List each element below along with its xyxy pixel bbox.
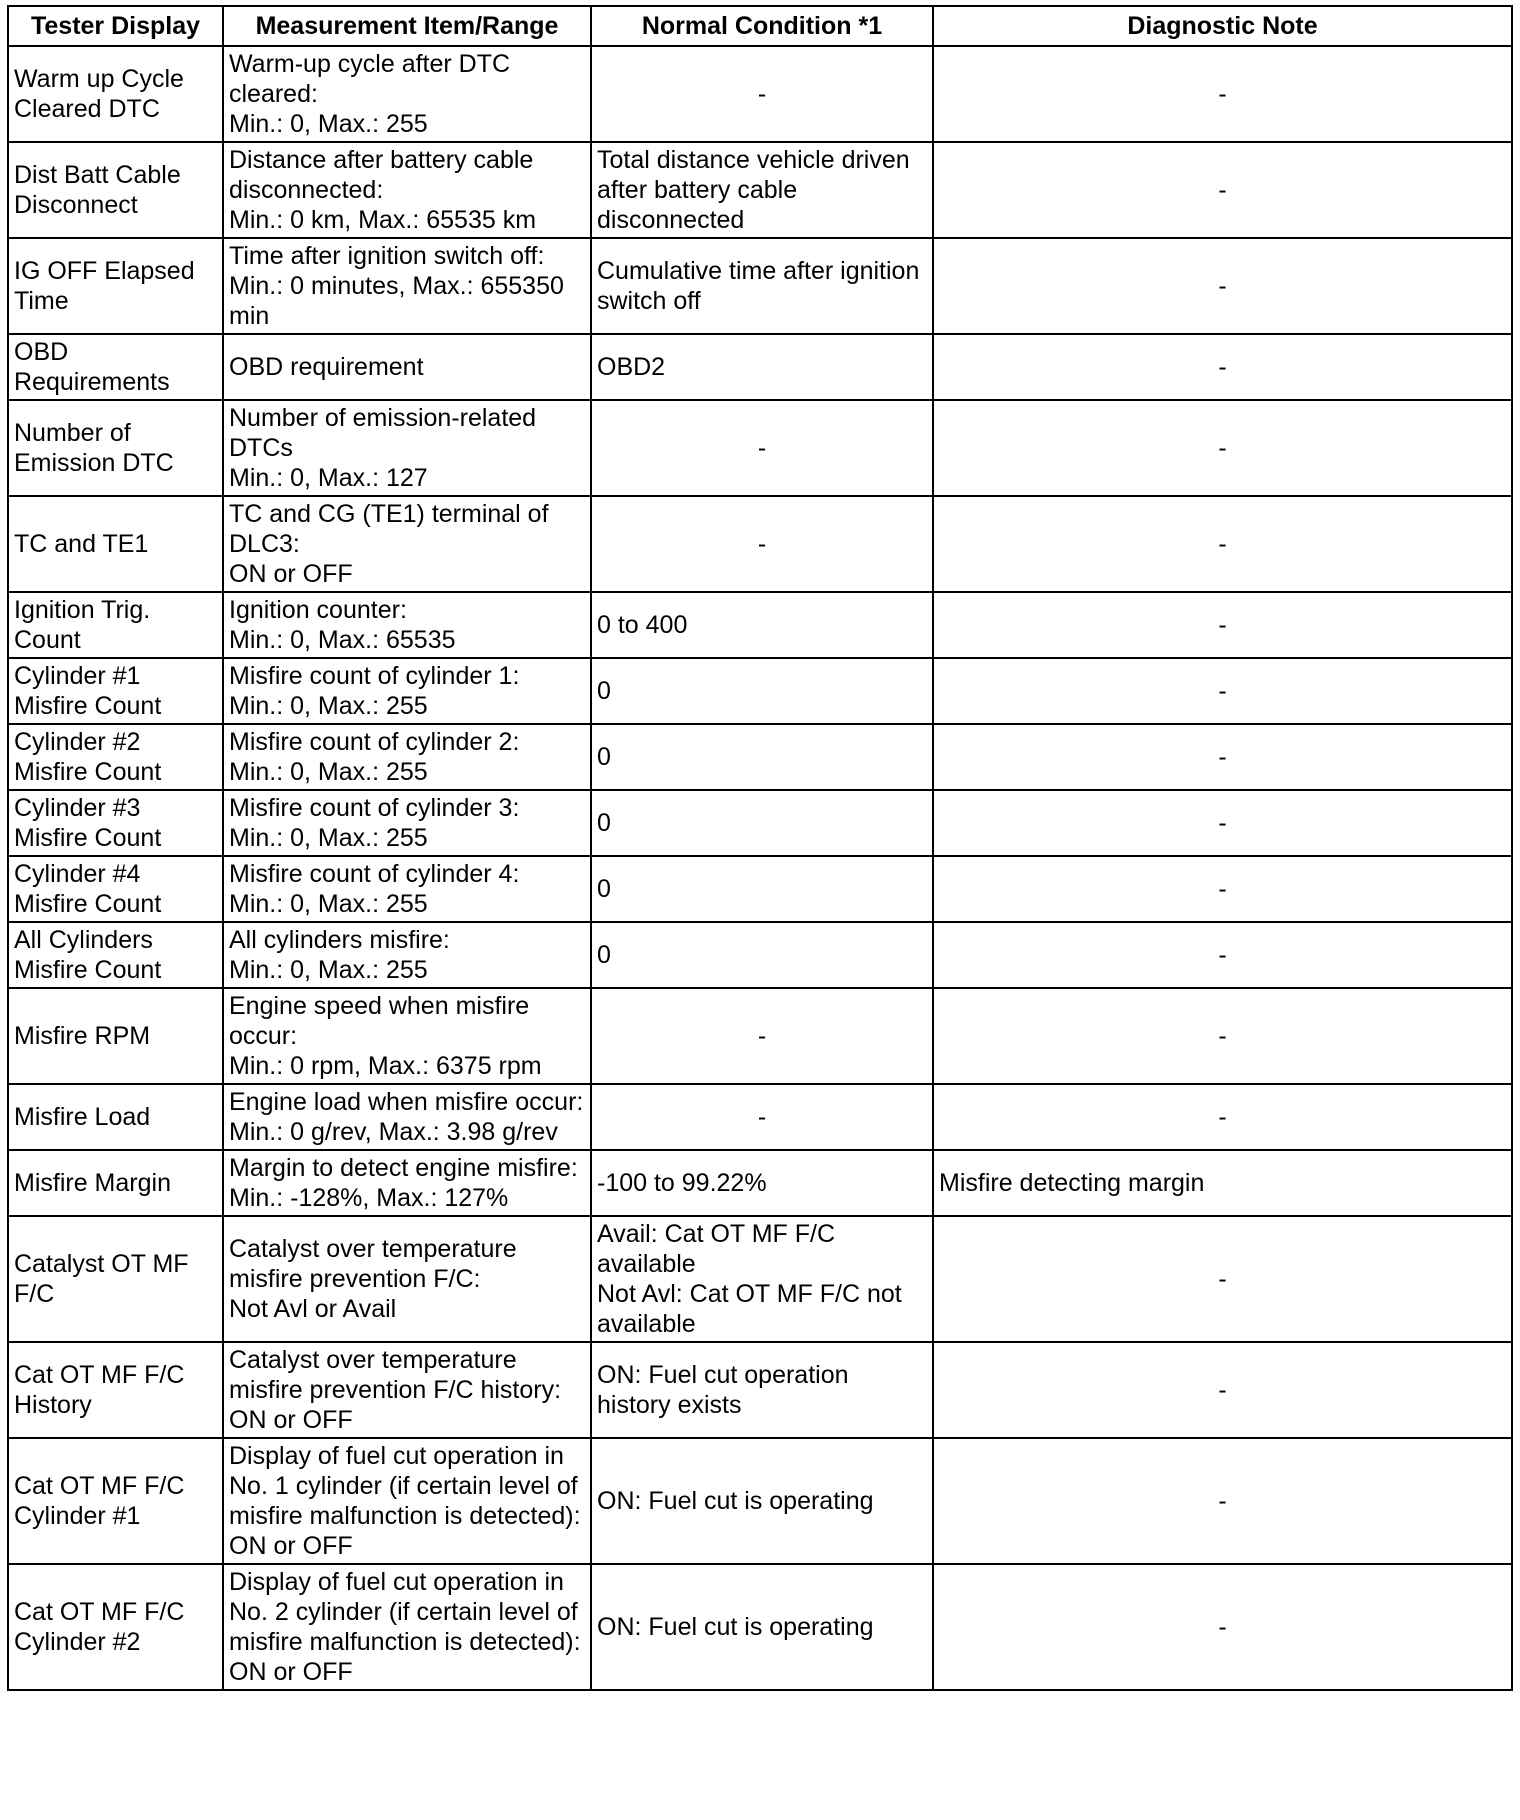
cell-normal-condition: 0 [591, 790, 933, 856]
cell-measurement-item: Ignition counter: Min.: 0, Max.: 65535 [223, 592, 591, 658]
cell-diagnostic-note: - [933, 592, 1512, 658]
cell-normal-condition: 0 [591, 658, 933, 724]
cell-measurement-item: Misfire count of cylinder 4: Min.: 0, Max.: 255 [223, 856, 591, 922]
cell-diagnostic-note: - [933, 46, 1512, 142]
cell-diagnostic-note: - [933, 400, 1512, 496]
cell-tester-display: Cat OT MF F/C History [8, 1342, 223, 1438]
cell-normal-condition: 0 to 400 [591, 592, 933, 658]
cell-tester-display: All Cylinders Misfire Count [8, 922, 223, 988]
cell-normal-condition: ON: Fuel cut operation history exists [591, 1342, 933, 1438]
table-body [8, 46, 1512, 1690]
table-row [8, 46, 1512, 142]
table-row [8, 856, 1512, 922]
cell-measurement-item: Warm-up cycle after DTC cleared: Min.: 0, Max.: 255 [223, 46, 591, 142]
cell-diagnostic-note: - [933, 922, 1512, 988]
cell-tester-display: IG OFF Elapsed Time [8, 238, 223, 334]
cell-measurement-item: All cylinders misfire: Min.: 0, Max.: 255 [223, 922, 591, 988]
cell-tester-display: Cylinder #3 Misfire Count [8, 790, 223, 856]
cell-diagnostic-note: - [933, 238, 1512, 334]
cell-diagnostic-note: - [933, 658, 1512, 724]
cell-normal-condition: - [591, 496, 933, 592]
table-row [8, 1150, 1512, 1216]
data-list-table [7, 5, 1513, 1691]
table-header [8, 6, 1512, 46]
cell-normal-condition: OBD2 [591, 334, 933, 400]
cell-diagnostic-note: - [933, 1564, 1512, 1690]
cell-measurement-item: Misfire count of cylinder 3: Min.: 0, Max.: 255 [223, 790, 591, 856]
cell-measurement-item: Engine load when misfire occur: Min.: 0 g/rev, Max.: 3.98 g/rev [223, 1084, 591, 1150]
cell-tester-display: Cylinder #2 Misfire Count [8, 724, 223, 790]
cell-diagnostic-note: - [933, 496, 1512, 592]
cell-measurement-item: Display of fuel cut operation in No. 1 cylinder (if certain level of misfire malfunction is detected): ON or OFF [223, 1438, 591, 1564]
table-row [8, 790, 1512, 856]
cell-measurement-item: Margin to detect engine misfire: Min.: -128%, Max.: 127% [223, 1150, 591, 1216]
cell-measurement-item: Catalyst over temperature misfire prevention F/C: Not Avl or Avail [223, 1216, 591, 1342]
table-row [8, 1564, 1512, 1690]
cell-diagnostic-note: - [933, 988, 1512, 1084]
cell-tester-display: Warm up Cycle Cleared DTC [8, 46, 223, 142]
cell-diagnostic-note: - [933, 1216, 1512, 1342]
cell-measurement-item: Catalyst over temperature misfire prevention F/C history: ON or OFF [223, 1342, 591, 1438]
cell-tester-display: Ignition Trig. Count [8, 592, 223, 658]
table-row [8, 334, 1512, 400]
cell-tester-display: TC and TE1 [8, 496, 223, 592]
table-row [8, 1342, 1512, 1438]
cell-normal-condition: -100 to 99.22% [591, 1150, 933, 1216]
cell-measurement-item: Time after ignition switch off: Min.: 0 minutes, Max.: 655350 min [223, 238, 591, 334]
cell-tester-display: Cylinder #4 Misfire Count [8, 856, 223, 922]
cell-normal-condition: - [591, 400, 933, 496]
header-measurement-item: Measurement Item/Range [223, 6, 591, 46]
header-diagnostic-note: Diagnostic Note [933, 6, 1512, 46]
table-row [8, 1216, 1512, 1342]
cell-normal-condition: - [591, 988, 933, 1084]
header-normal-condition: Normal Condition *1 [591, 6, 933, 46]
cell-normal-condition: - [591, 46, 933, 142]
cell-measurement-item: Misfire count of cylinder 2: Min.: 0, Max.: 255 [223, 724, 591, 790]
cell-normal-condition: 0 [591, 724, 933, 790]
cell-diagnostic-note: - [933, 724, 1512, 790]
table-row [8, 142, 1512, 238]
cell-measurement-item: TC and CG (TE1) terminal of DLC3: ON or OFF [223, 496, 591, 592]
cell-normal-condition: ON: Fuel cut is operating [591, 1438, 933, 1564]
table-row [8, 658, 1512, 724]
cell-normal-condition: ON: Fuel cut is operating [591, 1564, 933, 1690]
cell-diagnostic-note: - [933, 142, 1512, 238]
cell-measurement-item: Misfire count of cylinder 1: Min.: 0, Max.: 255 [223, 658, 591, 724]
table-row [8, 1438, 1512, 1564]
table-row [8, 400, 1512, 496]
cell-diagnostic-note: - [933, 790, 1512, 856]
cell-normal-condition: 0 [591, 856, 933, 922]
cell-diagnostic-note: - [933, 1342, 1512, 1438]
cell-normal-condition: Avail: Cat OT MF F/C available Not Avl: Cat OT MF F/C not available [591, 1216, 933, 1342]
cell-diagnostic-note: - [933, 334, 1512, 400]
cell-normal-condition: - [591, 1084, 933, 1150]
table-row [8, 592, 1512, 658]
cell-tester-display: Misfire Load [8, 1084, 223, 1150]
table-row [8, 922, 1512, 988]
table-row [8, 238, 1512, 334]
cell-diagnostic-note: - [933, 1084, 1512, 1150]
cell-normal-condition: Cumulative time after ignition switch off [591, 238, 933, 334]
table-row [8, 988, 1512, 1084]
table-row [8, 724, 1512, 790]
cell-diagnostic-note: - [933, 856, 1512, 922]
cell-measurement-item: Display of fuel cut operation in No. 2 cylinder (if certain level of misfire malfunction is detected): ON or OFF [223, 1564, 591, 1690]
cell-measurement-item: Number of emission-related DTCs Min.: 0, Max.: 127 [223, 400, 591, 496]
cell-tester-display: Misfire RPM [8, 988, 223, 1084]
cell-tester-display: Cat OT MF F/C Cylinder #2 [8, 1564, 223, 1690]
cell-tester-display: Cat OT MF F/C Cylinder #1 [8, 1438, 223, 1564]
cell-tester-display: Catalyst OT MF F/C [8, 1216, 223, 1342]
cell-tester-display: Misfire Margin [8, 1150, 223, 1216]
cell-normal-condition: 0 [591, 922, 933, 988]
header-tester-display: Tester Display [8, 6, 223, 46]
table-row [8, 496, 1512, 592]
cell-normal-condition: Total distance vehicle driven after battery cable disconnected [591, 142, 933, 238]
cell-measurement-item: Engine speed when misfire occur: Min.: 0 rpm, Max.: 6375 rpm [223, 988, 591, 1084]
cell-measurement-item: OBD requirement [223, 334, 591, 400]
cell-tester-display: Cylinder #1 Misfire Count [8, 658, 223, 724]
table-row [8, 1084, 1512, 1150]
cell-diagnostic-note: Misfire detecting margin [933, 1150, 1512, 1216]
cell-tester-display: OBD Requirements [8, 334, 223, 400]
header-row [8, 6, 1512, 46]
cell-tester-display: Dist Batt Cable Disconnect [8, 142, 223, 238]
cell-tester-display: Number of Emission DTC [8, 400, 223, 496]
cell-diagnostic-note: - [933, 1438, 1512, 1564]
cell-measurement-item: Distance after battery cable disconnected: Min.: 0 km, Max.: 65535 km [223, 142, 591, 238]
